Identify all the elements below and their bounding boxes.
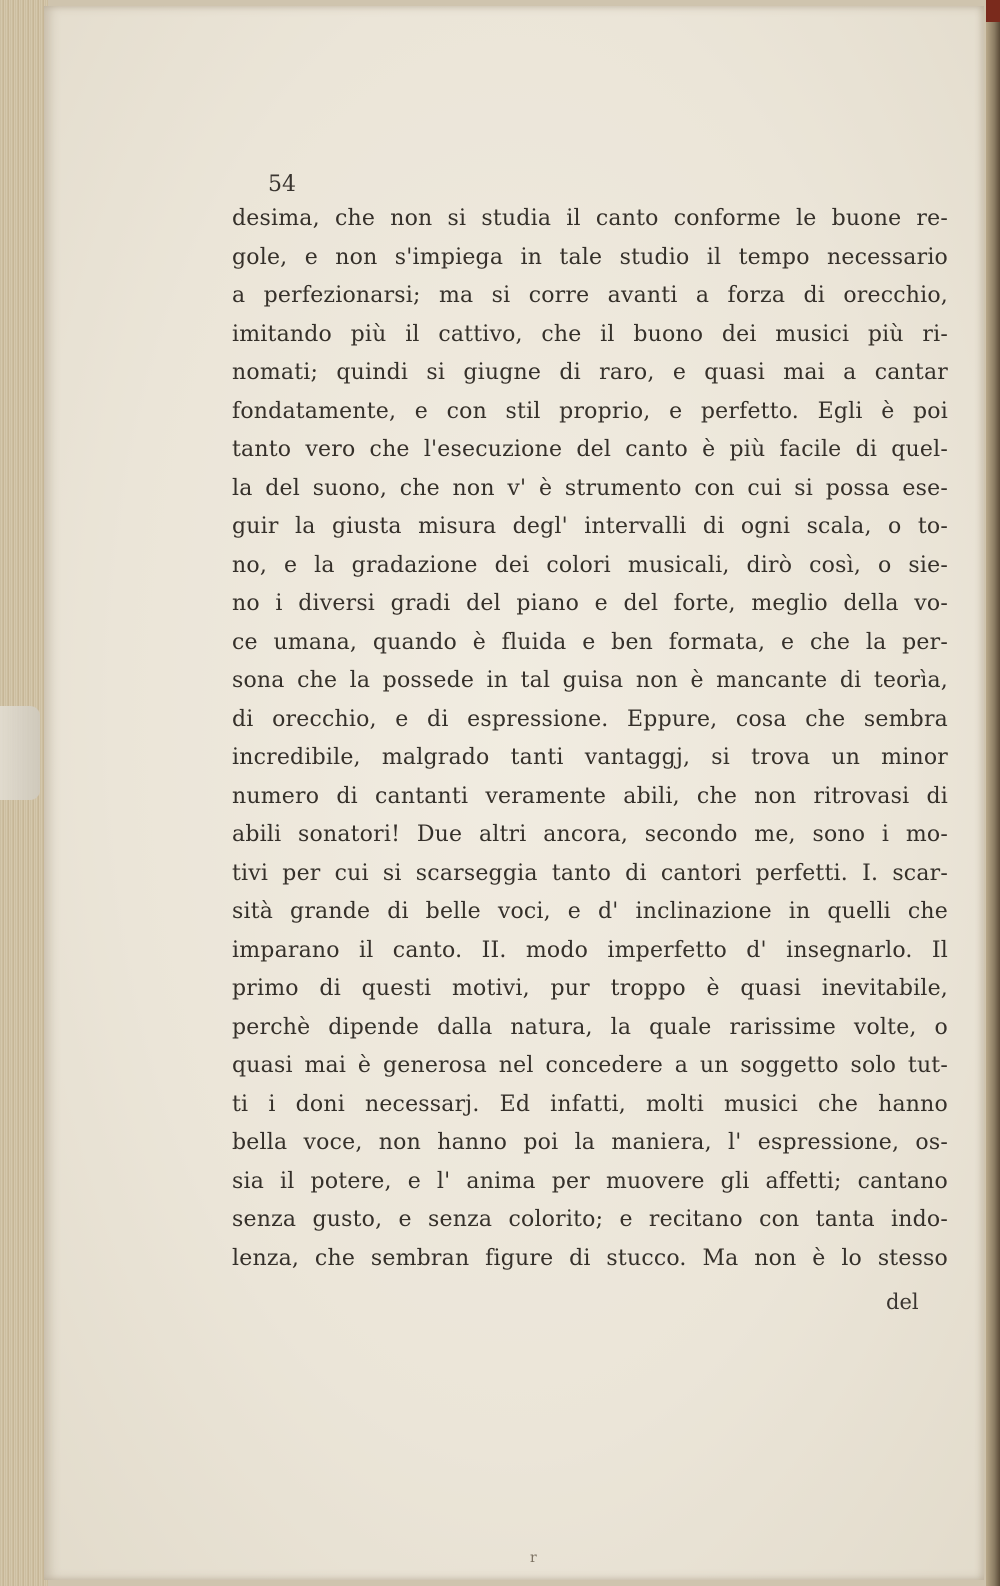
text-line: fondatamente, e con stil proprio, e perfetto. Egli è poi	[232, 398, 948, 424]
page-stack-edge	[0, 0, 48, 1586]
catchword: del	[886, 1290, 919, 1314]
text-line: di orecchio, e di espressione. Eppure, cosa che sembra	[232, 706, 948, 732]
bookmark-ribbon	[986, 0, 1000, 22]
body-text	[232, 200, 948, 1278]
text-line: numero di cantanti veramente abili, che non ritrovasi di	[232, 783, 948, 809]
text-line: imparano il canto. II. modo imperfetto d' insegnarlo. Il	[232, 937, 948, 963]
text-line: sona che la possede in tal guisa non è mancante di teorìa,	[232, 668, 948, 693]
text-line: incredibile, malgrado tanti vantaggj, si trova un minor	[232, 745, 948, 770]
text-line: ce umana, quando è fluida e ben formata, e che la per-	[232, 629, 948, 655]
text-line: desima, che non si studia il canto conforme le buone re-	[232, 206, 948, 231]
book-cover-edge	[986, 0, 1000, 1586]
text-line: la del suono, che non v' è strumento con cui si possa ese-	[232, 475, 948, 501]
text-line: no i diversi gradi del piano e del forte, meglio della vo-	[232, 591, 948, 616]
text-line: ti i doni necessarj. Ed infatti, molti musici che hanno	[232, 1091, 948, 1117]
text-line: no, e la gradazione dei colori musicali, dirò così, o sie-	[232, 552, 948, 578]
text-line: lenza, che sembran figure di stucco. Ma non è lo stesso	[232, 1245, 948, 1271]
text-line: imitando più il cattivo, che il buono dei musici più ri-	[232, 321, 948, 347]
text-line: guir la giusta misura degl' intervalli di ogni scala, o to-	[232, 514, 948, 539]
text-line: gole, e non s'impiega in tale studio il tempo necessario	[232, 244, 948, 270]
text-line: sità grande di belle voci, e d' inclinazione in quelli che	[232, 899, 948, 924]
text-line: primo di questi motivi, pur troppo è quasi inevitabile,	[232, 976, 948, 1001]
text-line: abili sonatori! Due altri ancora, secondo me, sono i mo-	[232, 822, 948, 847]
footer-mark: r	[530, 1550, 537, 1566]
text-line: bella voce, non hanno poi la maniera, l' espressione, os-	[232, 1130, 948, 1155]
text-line: tanto vero che l'esecuzione del canto è più facile di quel-	[232, 437, 948, 462]
text-line: tivi per cui si scarseggia tanto di cantori perfetti. I. scar-	[232, 860, 948, 886]
page-number: 54	[268, 172, 296, 197]
text-line: a perfezionarsi; ma si corre avanti a forza di orecchio,	[232, 283, 948, 308]
text-line: quasi mai è generosa nel concedere a un soggetto solo tut-	[232, 1053, 948, 1078]
text-line: senza gusto, e senza colorito; e recitano con tanta indo-	[232, 1207, 948, 1232]
page-tab	[0, 706, 40, 800]
text-line: nomati; quindi si giugne di raro, e quasi mai a cantar	[232, 360, 948, 385]
text-line: perchè dipende dalla natura, la quale rarissime volte, o	[232, 1014, 948, 1040]
text-line: sia il potere, e l' anima per muovere gli affetti; cantano	[232, 1168, 948, 1194]
